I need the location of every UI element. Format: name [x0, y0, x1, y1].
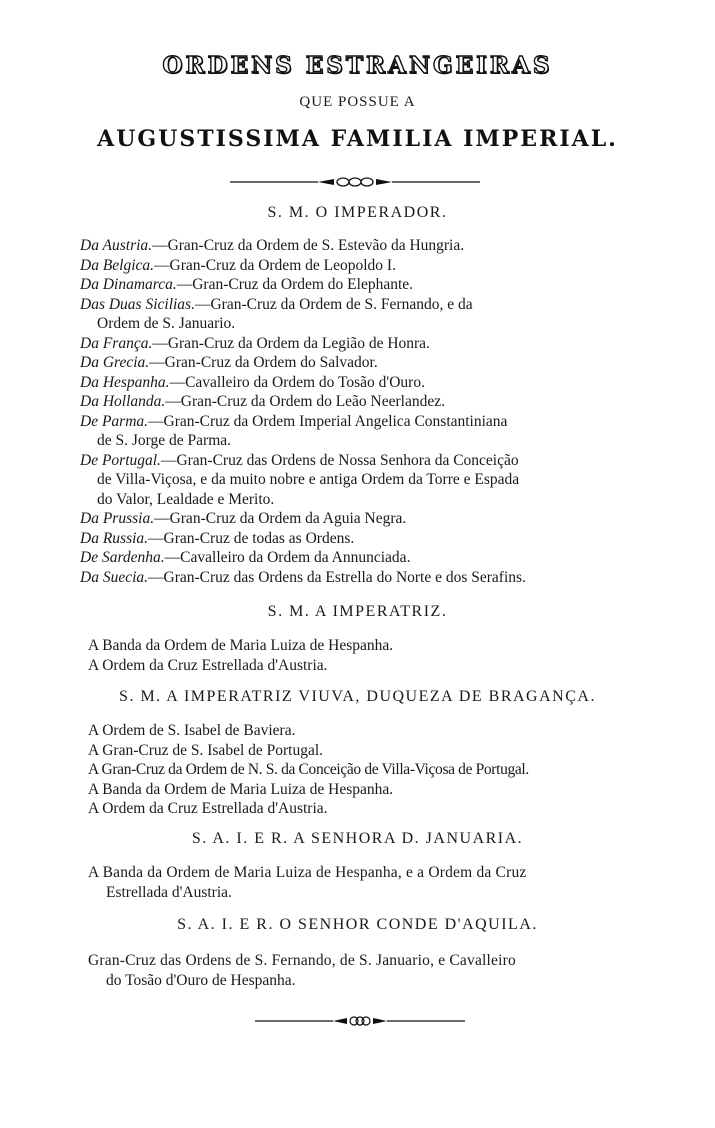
list-item: Da Russia.—Gran-Cruz de todas as Ordens.: [80, 529, 355, 547]
list-item: Ordem de S. Januario.: [97, 315, 236, 332]
list-item: Da Grecia.—Gran-Cruz da Ordem do Salvador.: [80, 354, 378, 371]
list-item: Da Belgica.—Gran-Cruz da Ordem de Leopoldo I.: [80, 256, 396, 274]
list-item: A Gran-Cruz de S. Isabel de Portugal.: [88, 741, 324, 759]
list-item: Da Suecia.—Gran-Cruz das Ordens da Estrella do Norte e dos Serafins.: [80, 568, 526, 586]
list-item: A Banda da Ordem de Maria Luiza de Hespanha.: [88, 637, 394, 654]
family-title: AUGUSTISSIMA FAMILIA IMPERIAL.: [97, 126, 618, 152]
section-heading-aquila: S. A. I. E R. O SENHOR CONDE D'AQUILA.: [177, 916, 538, 933]
ornament-divider-top: [230, 175, 480, 189]
list-item: Das Duas Sicilias.—Gran-Cruz da Ordem de S. Fernando, e da: [80, 295, 473, 313]
section-heading-imperatriz-viuva: S. M. A IMPERATRIZ VIUVA, DUQUEZA DE BRAGANÇA.: [119, 688, 596, 705]
main-title: ORDENS ESTRANGEIRAS: [162, 52, 553, 79]
list-item: Da Hespanha.—Cavalleiro da Ordem do Tosão d'Ouro.: [80, 373, 425, 391]
list-item: do Valor, Lealdade e Merito.: [97, 490, 275, 508]
list-item: A Banda da Ordem de Maria Luiza de Hespanha.: [88, 780, 394, 798]
list-item: De Sardenha.—Cavalleiro da Ordem da Annunciada.: [80, 549, 411, 566]
list-item: Gran-Cruz das Ordens de S. Fernando, de S. Januario, e Cavalleiro: [88, 952, 516, 969]
ornament-divider-bottom: [255, 1014, 465, 1028]
list-item: Da Hollanda.—Gran-Cruz da Ordem do Leão Neerlandez.: [80, 393, 445, 410]
list-item: A Banda da Ordem de Maria Luiza de Hespanha, e a Ordem da Cruz: [88, 864, 527, 881]
list-item: Da França.—Gran-Cruz da Ordem da Legião de Honra.: [80, 334, 430, 352]
list-item: Estrellada d'Austria.: [106, 883, 232, 901]
list-item: A Ordem da Cruz Estrellada d'Austria.: [88, 656, 328, 674]
list-item: de S. Jorge de Parma.: [97, 432, 232, 449]
list-item: de Villa-Viçosa, e da muito nobre e antiga Ordem da Torre e Espada: [97, 471, 520, 488]
section-heading-imperatriz: S. M. A IMPERATRIZ.: [267, 603, 448, 620]
list-item: A Ordem de S. Isabel de Baviera.: [88, 722, 296, 739]
list-item: Da Prussia.—Gran-Cruz da Ordem da Aguia Negra.: [80, 510, 407, 527]
list-item: Da Dinamarca.—Gran-Cruz da Ordem do Elephante.: [80, 276, 414, 293]
list-item: A Ordem da Cruz Estrellada d'Austria.: [88, 800, 328, 817]
list-item: De Portugal.—Gran-Cruz das Ordens de Nossa Senhora da Conceição: [80, 451, 519, 469]
section-heading-januaria: S. A. I. E R. A SENHORA D. JANUARIA.: [191, 830, 524, 847]
section-heading-imperador: S. M. O IMPERADOR.: [267, 204, 448, 221]
list-item: A Gran-Cruz da Ordem de N. S. da Conceição de Villa-Viçosa de Portugal.: [88, 761, 529, 778]
list-item: do Tosão d'Ouro de Hespanha.: [106, 971, 296, 989]
list-item: Da Austria.—Gran-Cruz da Ordem de S. Estevão da Hungria.: [80, 237, 465, 254]
subtitle: QUE POSSUE A: [299, 94, 416, 110]
list-item: De Parma.—Gran-Cruz da Ordem Imperial Angelica Constantiniana: [80, 412, 508, 430]
